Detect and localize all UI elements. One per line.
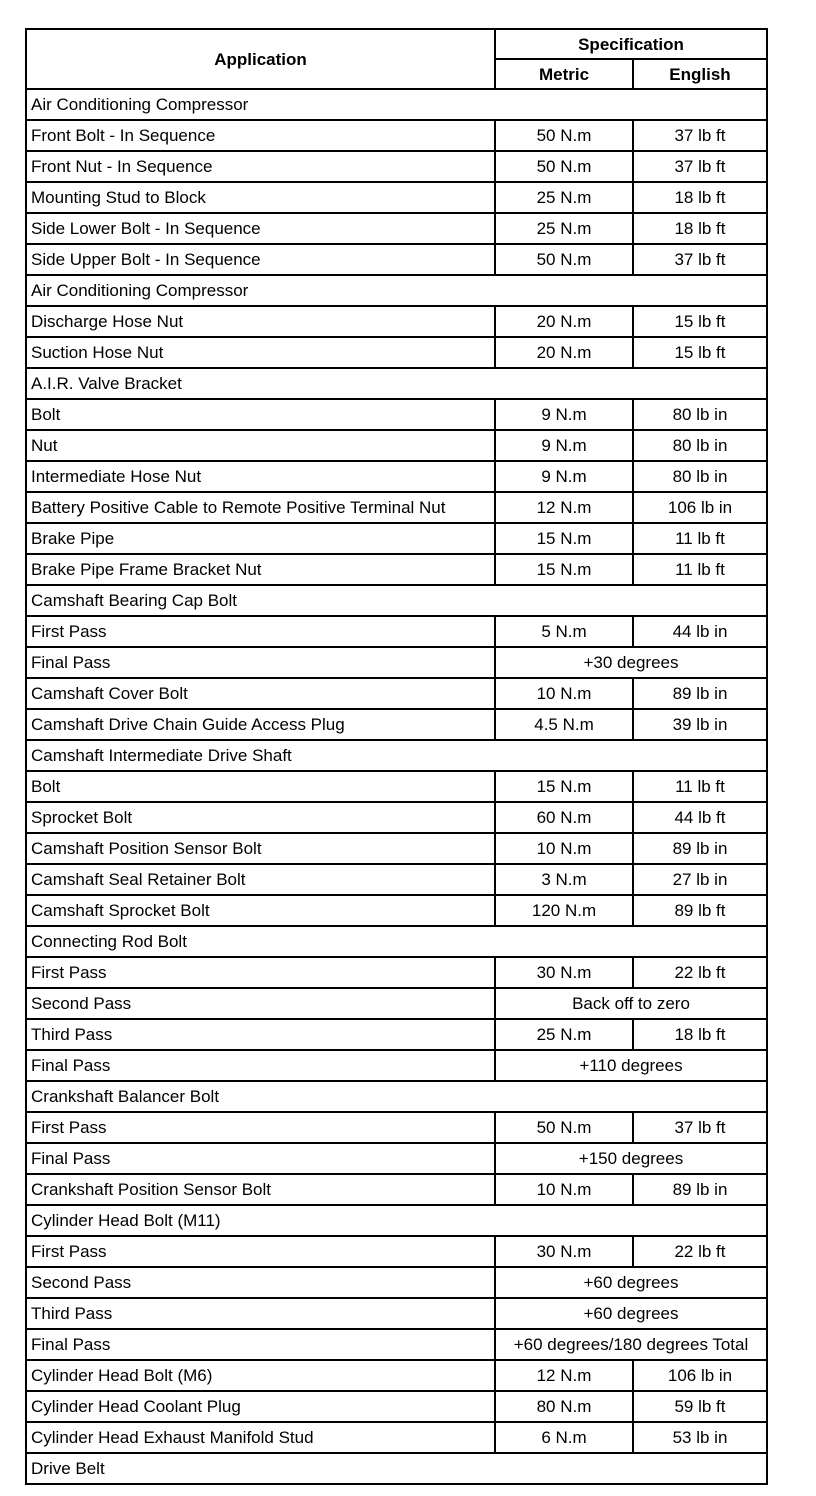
application-cell: Camshaft Seal Retainer Bolt	[26, 864, 495, 895]
english-cell: 37 lb ft	[633, 120, 767, 151]
table-row	[26, 1112, 767, 1143]
table-row	[26, 1360, 767, 1391]
english-cell: 80 lb in	[633, 399, 767, 430]
table-group-row	[26, 1453, 767, 1484]
metric-cell: 50 N.m	[495, 1112, 633, 1143]
specification-column-header: Specification	[495, 29, 767, 59]
metric-cell: 20 N.m	[495, 306, 633, 337]
specification-cell: +60 degrees	[495, 1298, 767, 1329]
english-cell: 39 lb in	[633, 709, 767, 740]
english-cell: 15 lb ft	[633, 337, 767, 368]
english-cell: 11 lb ft	[633, 771, 767, 802]
table-row	[26, 554, 767, 585]
group-title: Air Conditioning Compressor	[26, 89, 767, 120]
table-row	[26, 120, 767, 151]
english-cell: 37 lb ft	[633, 1112, 767, 1143]
english-cell: 22 lb ft	[633, 1236, 767, 1267]
metric-cell: 3 N.m	[495, 864, 633, 895]
table-row	[26, 337, 767, 368]
english-cell: 18 lb ft	[633, 1019, 767, 1050]
application-cell: First Pass	[26, 1112, 495, 1143]
application-cell: Crankshaft Position Sensor Bolt	[26, 1174, 495, 1205]
table-body	[26, 89, 767, 1484]
metric-cell: 50 N.m	[495, 151, 633, 182]
table-header	[26, 29, 767, 89]
group-title: Camshaft Intermediate Drive Shaft	[26, 740, 767, 771]
english-cell: 106 lb in	[633, 1360, 767, 1391]
english-cell: 37 lb ft	[633, 244, 767, 275]
table-row	[26, 461, 767, 492]
english-cell: 59 lb ft	[633, 1391, 767, 1422]
table-row	[26, 709, 767, 740]
application-cell: Side Upper Bolt - In Sequence	[26, 244, 495, 275]
english-cell: 11 lb ft	[633, 554, 767, 585]
english-cell: 80 lb in	[633, 430, 767, 461]
table-row	[26, 213, 767, 244]
application-cell: Third Pass	[26, 1298, 495, 1329]
torque-spec-table	[25, 28, 768, 1485]
table-row	[26, 1267, 767, 1298]
table-row	[26, 616, 767, 647]
table-group-row	[26, 89, 767, 120]
application-cell: First Pass	[26, 957, 495, 988]
specification-cell: +60 degrees	[495, 1267, 767, 1298]
english-cell: 89 lb ft	[633, 895, 767, 926]
english-cell: 27 lb in	[633, 864, 767, 895]
application-cell: Final Pass	[26, 1329, 495, 1360]
table-row	[26, 182, 767, 213]
english-cell: 15 lb ft	[633, 306, 767, 337]
metric-cell: 60 N.m	[495, 802, 633, 833]
specification-cell: +60 degrees/180 degrees Total	[495, 1329, 767, 1360]
metric-cell: 50 N.m	[495, 120, 633, 151]
table-row	[26, 647, 767, 678]
table-row	[26, 771, 767, 802]
group-title: Cylinder Head Bolt (M11)	[26, 1205, 767, 1236]
metric-cell: 10 N.m	[495, 833, 633, 864]
english-cell: 44 lb ft	[633, 802, 767, 833]
group-title: A.I.R. Valve Bracket	[26, 368, 767, 399]
table-row	[26, 1050, 767, 1081]
group-title: Crankshaft Balancer Bolt	[26, 1081, 767, 1112]
group-title: Camshaft Bearing Cap Bolt	[26, 585, 767, 616]
table-row	[26, 523, 767, 554]
metric-cell: 25 N.m	[495, 1019, 633, 1050]
application-cell: Third Pass	[26, 1019, 495, 1050]
table-row	[26, 802, 767, 833]
english-cell: 53 lb in	[633, 1422, 767, 1453]
metric-cell: 80 N.m	[495, 1391, 633, 1422]
table-row	[26, 864, 767, 895]
table-row	[26, 1143, 767, 1174]
english-cell: 80 lb in	[633, 461, 767, 492]
application-cell: Nut	[26, 430, 495, 461]
table-group-row	[26, 368, 767, 399]
application-cell: Second Pass	[26, 1267, 495, 1298]
application-cell: Camshaft Position Sensor Bolt	[26, 833, 495, 864]
english-cell: 18 lb ft	[633, 182, 767, 213]
application-cell: Mounting Stud to Block	[26, 182, 495, 213]
table-row	[26, 399, 767, 430]
header-row-top	[26, 29, 767, 59]
english-cell: 11 lb ft	[633, 523, 767, 554]
table-row	[26, 833, 767, 864]
metric-cell: 10 N.m	[495, 678, 633, 709]
table-group-row	[26, 585, 767, 616]
application-cell: Brake Pipe Frame Bracket Nut	[26, 554, 495, 585]
english-cell: 106 lb in	[633, 492, 767, 523]
application-cell: Front Bolt - In Sequence	[26, 120, 495, 151]
application-column-header: Application	[26, 29, 495, 89]
application-cell: Side Lower Bolt - In Sequence	[26, 213, 495, 244]
english-cell: 44 lb in	[633, 616, 767, 647]
application-cell: Final Pass	[26, 1143, 495, 1174]
metric-cell: 12 N.m	[495, 492, 633, 523]
table-group-row	[26, 1081, 767, 1112]
metric-cell: 9 N.m	[495, 399, 633, 430]
table-group-row	[26, 1205, 767, 1236]
table-row	[26, 1422, 767, 1453]
metric-cell: 30 N.m	[495, 1236, 633, 1267]
table-row	[26, 1298, 767, 1329]
metric-cell: 120 N.m	[495, 895, 633, 926]
table-row	[26, 244, 767, 275]
specification-cell: +150 degrees	[495, 1143, 767, 1174]
table-group-row	[26, 275, 767, 306]
table-row	[26, 151, 767, 182]
table-row	[26, 430, 767, 461]
specification-cell: +30 degrees	[495, 647, 767, 678]
application-cell: Cylinder Head Coolant Plug	[26, 1391, 495, 1422]
application-cell: Suction Hose Nut	[26, 337, 495, 368]
english-cell: 89 lb in	[633, 678, 767, 709]
application-cell: Front Nut - In Sequence	[26, 151, 495, 182]
table-row	[26, 1329, 767, 1360]
metric-cell: 15 N.m	[495, 771, 633, 802]
group-title: Drive Belt	[26, 1453, 767, 1484]
english-cell: 89 lb in	[633, 833, 767, 864]
table-row	[26, 306, 767, 337]
application-cell: Second Pass	[26, 988, 495, 1019]
specification-cell: Back off to zero	[495, 988, 767, 1019]
application-cell: Cylinder Head Exhaust Manifold Stud	[26, 1422, 495, 1453]
application-cell: Cylinder Head Bolt (M6)	[26, 1360, 495, 1391]
metric-cell: 9 N.m	[495, 461, 633, 492]
metric-cell: 30 N.m	[495, 957, 633, 988]
english-cell: 22 lb ft	[633, 957, 767, 988]
table-row	[26, 895, 767, 926]
english-cell: 89 lb in	[633, 1174, 767, 1205]
application-cell: Sprocket Bolt	[26, 802, 495, 833]
metric-column-header: Metric	[495, 59, 633, 89]
group-title: Connecting Rod Bolt	[26, 926, 767, 957]
application-cell: Camshaft Sprocket Bolt	[26, 895, 495, 926]
table-row	[26, 492, 767, 523]
application-cell: Intermediate Hose Nut	[26, 461, 495, 492]
metric-cell: 25 N.m	[495, 213, 633, 244]
table-row	[26, 988, 767, 1019]
application-cell: Final Pass	[26, 1050, 495, 1081]
application-cell: Camshaft Drive Chain Guide Access Plug	[26, 709, 495, 740]
table-group-row	[26, 926, 767, 957]
metric-cell: 12 N.m	[495, 1360, 633, 1391]
application-cell: Bolt	[26, 771, 495, 802]
metric-cell: 50 N.m	[495, 244, 633, 275]
table-row	[26, 1236, 767, 1267]
table-group-row	[26, 740, 767, 771]
application-cell: Battery Positive Cable to Remote Positive Terminal Nut	[26, 492, 495, 523]
group-title: Air Conditioning Compressor	[26, 275, 767, 306]
metric-cell: 5 N.m	[495, 616, 633, 647]
english-column-header: English	[633, 59, 767, 89]
metric-cell: 25 N.m	[495, 182, 633, 213]
table-row	[26, 1174, 767, 1205]
table-row	[26, 1391, 767, 1422]
application-cell: Camshaft Cover Bolt	[26, 678, 495, 709]
metric-cell: 9 N.m	[495, 430, 633, 461]
specification-cell: +110 degrees	[495, 1050, 767, 1081]
metric-cell: 20 N.m	[495, 337, 633, 368]
table-row	[26, 1019, 767, 1050]
table-row	[26, 957, 767, 988]
english-cell: 37 lb ft	[633, 151, 767, 182]
metric-cell: 4.5 N.m	[495, 709, 633, 740]
application-cell: First Pass	[26, 1236, 495, 1267]
application-cell: Brake Pipe	[26, 523, 495, 554]
application-cell: Discharge Hose Nut	[26, 306, 495, 337]
table-row	[26, 678, 767, 709]
english-cell: 18 lb ft	[633, 213, 767, 244]
metric-cell: 15 N.m	[495, 554, 633, 585]
application-cell: Bolt	[26, 399, 495, 430]
metric-cell: 10 N.m	[495, 1174, 633, 1205]
metric-cell: 15 N.m	[495, 523, 633, 554]
application-cell: Final Pass	[26, 647, 495, 678]
application-cell: First Pass	[26, 616, 495, 647]
metric-cell: 6 N.m	[495, 1422, 633, 1453]
